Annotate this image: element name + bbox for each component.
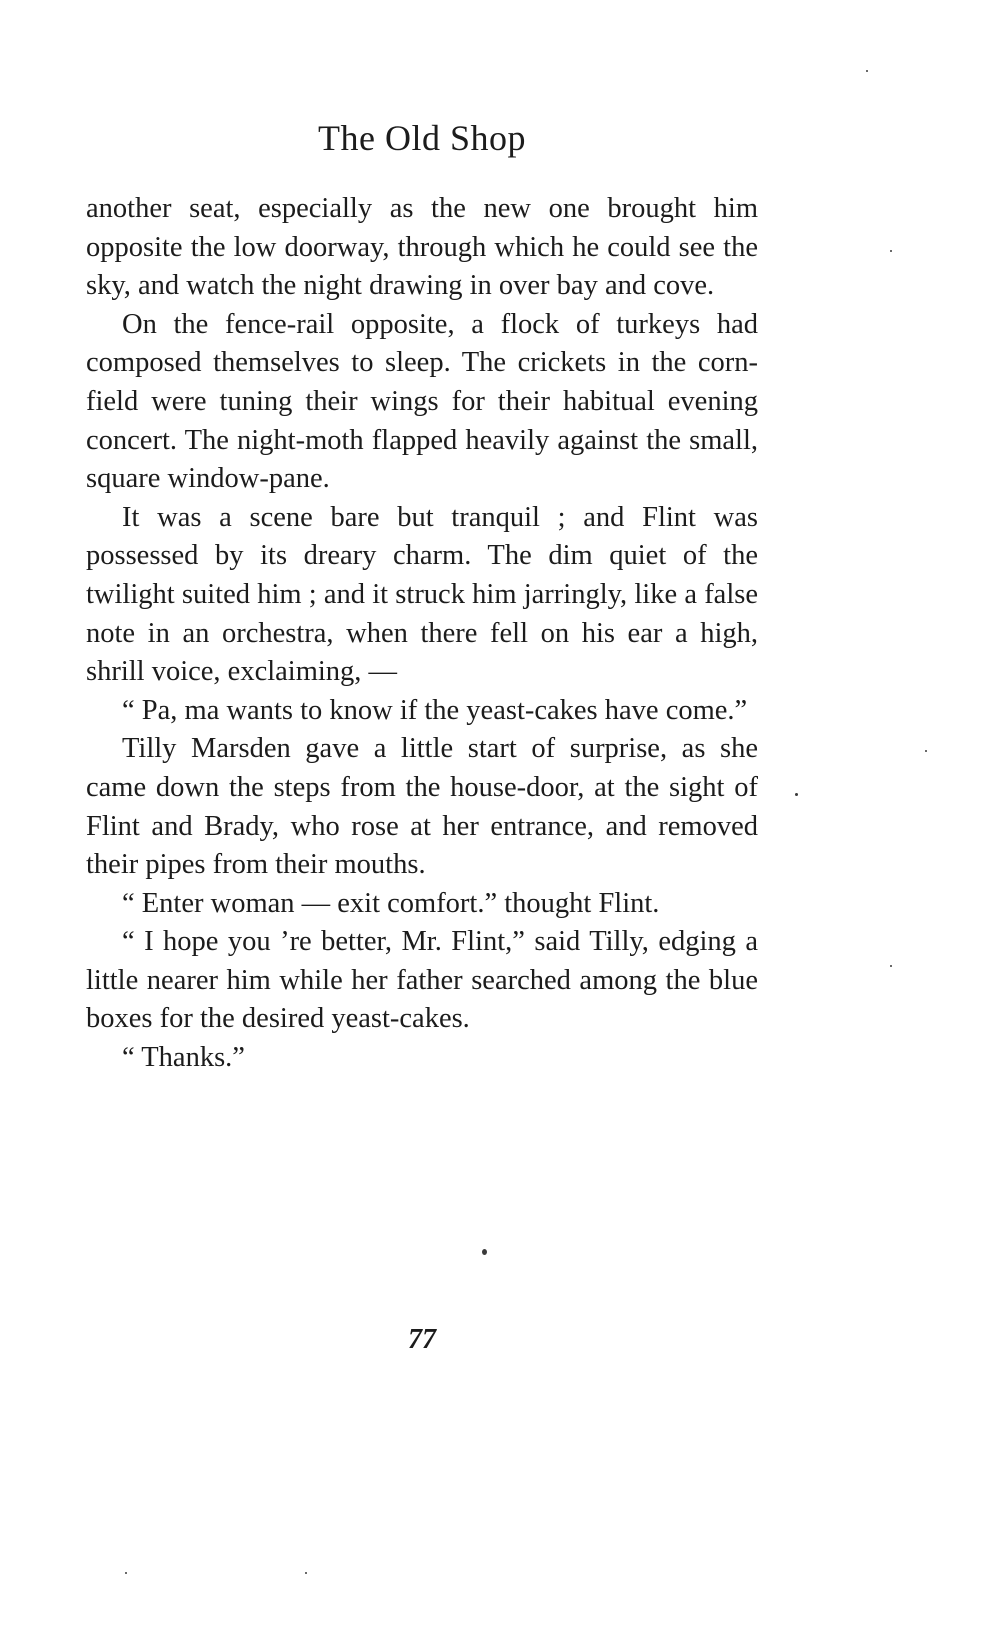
scan-speck — [305, 1572, 307, 1574]
paragraph-yeast-cakes: “ Pa, ma wants to know if the yeast-cakes have come.” — [122, 694, 748, 726]
body-text — [86, 190, 758, 1078]
scan-speck — [125, 1572, 127, 1574]
running-head: The Old Shop — [318, 118, 526, 158]
scan-speck — [925, 750, 927, 752]
paragraph-tilly-marsden: Tilly Marsden gave a little start of surprise, as she came down the steps from the house-door, at the sight of Flint and Brady, who rose at her entrance, and removed their pipes from their mouths. — [86, 733, 758, 881]
paragraph-turkeys: On the fence-rail opposite, a flock of turkeys had composed themselves to sleep. The crickets in the corn-field were tuning their wings for their habitual evening concert. The night-moth flapped heavily against the small, square window-pane. — [86, 308, 758, 495]
paragraph-scene: It was a scene bare but tranquil ; and Flint was possessed by its dreary charm. The dim quiet of the twilight suited him ; and it struck him jarringly, like a false note in an orchestra, when there fell on his ear a high, shrill voice, exclaiming, — — [86, 501, 758, 688]
paragraph-hope-better: “ I hope you ’re better, Mr. Flint,” said Tilly, edging a little nearer him while her father searched among the blue boxes for the desired yeast-cakes. — [86, 926, 758, 1035]
scan-speck — [482, 1249, 487, 1255]
paragraph-thanks: “ Thanks.” — [122, 1042, 245, 1074]
paragraph-enter-woman: “ Enter woman — exit comfort.” thought Flint. — [122, 887, 660, 919]
scan-speck — [795, 793, 798, 796]
scan-speck — [890, 250, 892, 252]
scan-speck — [866, 70, 868, 72]
page-number: 77 — [408, 1324, 436, 1355]
paragraph-continued: another seat, especially as the new one brought him opposite the low doorway, through which he could see the sky, and watch the night drawing in over bay and cove. — [86, 193, 758, 302]
scan-speck — [890, 965, 892, 967]
